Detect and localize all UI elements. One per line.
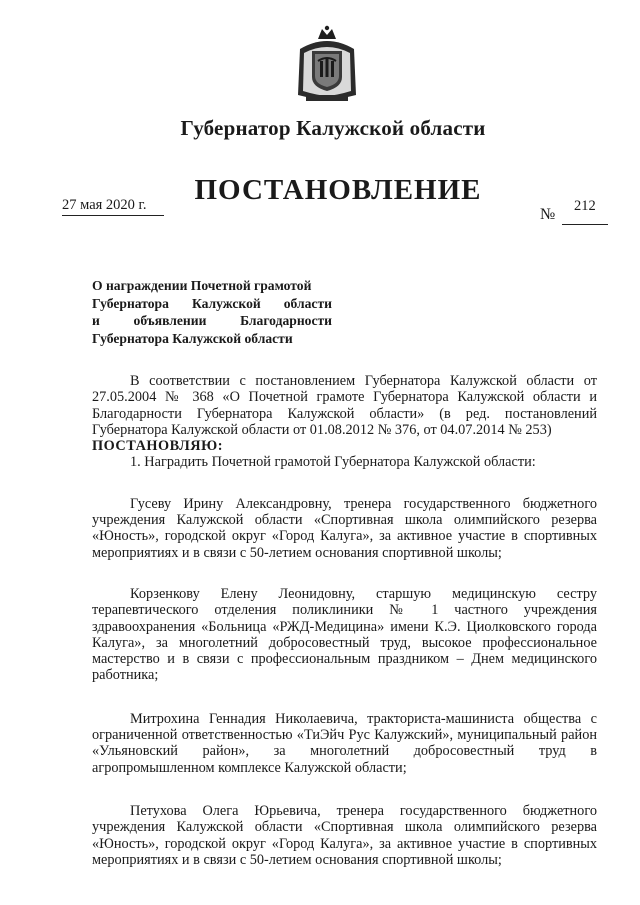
awardee-paragraph: Митрохина Геннадия Николаевича, тракториста-машиниста общества с ограниченной ответственностью «ТиЭйч Рус Калужский», муниципальный район «Ульяновский район», за многолетний добросовестный труд в агропромышленном комплексе Калужской области; — [92, 710, 597, 776]
subject-word: объявлении — [133, 313, 207, 328]
decree-word: ПОСТАНОВЛЯЮ: — [92, 438, 223, 455]
document-number-block — [540, 198, 610, 226]
preamble-paragraph: В соответствии с постановлением Губернатора Калужской области от 27.05.2004 № 368 «О Почетной грамоте Губернатора Калужской области и Благодарности Губернатора Калужской области» (в ред. постановлений Губернатора Калужской области от 01.08.2012 № 376, от 04.07.2014 № 253) — [92, 373, 597, 438]
awardee-paragraph: Гусеву Ирину Александровну, тренера государственного бюджетного учреждения Калужской области «Спортивная школа олимпийского резерва «Юность», городской округ «Город Калуга», за активное участие в спортивных мероприятиях и в связи с 50-летием основания спортивной школы; — [92, 495, 597, 561]
subject-line — [92, 295, 332, 313]
number-underline — [562, 224, 608, 225]
document-body — [92, 373, 597, 868]
document-subject — [92, 277, 332, 347]
subject-line — [92, 330, 332, 348]
subject-word: О награждении Почетной грамотой — [92, 278, 312, 293]
document-date: 27 мая 2020 г. — [62, 197, 164, 216]
awardee-paragraph: Петухова Олега Юрьевича, тренера государственного бюджетного учреждения Калужской области «Спортивная школа олимпийского резерва «Юность», городской округ «Город Калуга», за активное участие в спортивных мероприятиях и в связи с 50-летием основания спортивной школы; — [92, 802, 597, 868]
subject-word: области — [283, 295, 332, 311]
subject-line — [92, 277, 332, 295]
subject-word: Калужской — [191, 295, 261, 311]
number-sign: № — [540, 206, 556, 223]
subject-line — [92, 312, 332, 330]
coat-of-arms-icon — [294, 25, 360, 105]
subject-word: Губернатора — [92, 295, 169, 311]
subject-word: Благодарности — [240, 313, 332, 328]
document-type-title: ПОСТАНОВЛЕНИЕ — [194, 174, 482, 206]
awardee-paragraph: Корзенкову Елену Леонидовну, старшую медицинскую сестру терапевтического отделения поликлиники № 1 частного учреждения здравоохранения «Больница «РЖД-Медицина» имени К.Э. Циолковского города Калуга», за многолетний добросовестный труд, высокое профессиональное мастерство и в связи с профессиональным праздником – Днем медицинского работника; — [92, 585, 597, 684]
subject-word: Губернатора Калужской области — [92, 330, 293, 346]
document-number: 212 — [574, 198, 596, 214]
item-1: 1. Наградить Почетной грамотой Губернатора Калужской области: — [130, 454, 536, 471]
subject-word: и — [92, 313, 100, 328]
issuing-authority: Губернатор Калужской области — [180, 116, 486, 140]
